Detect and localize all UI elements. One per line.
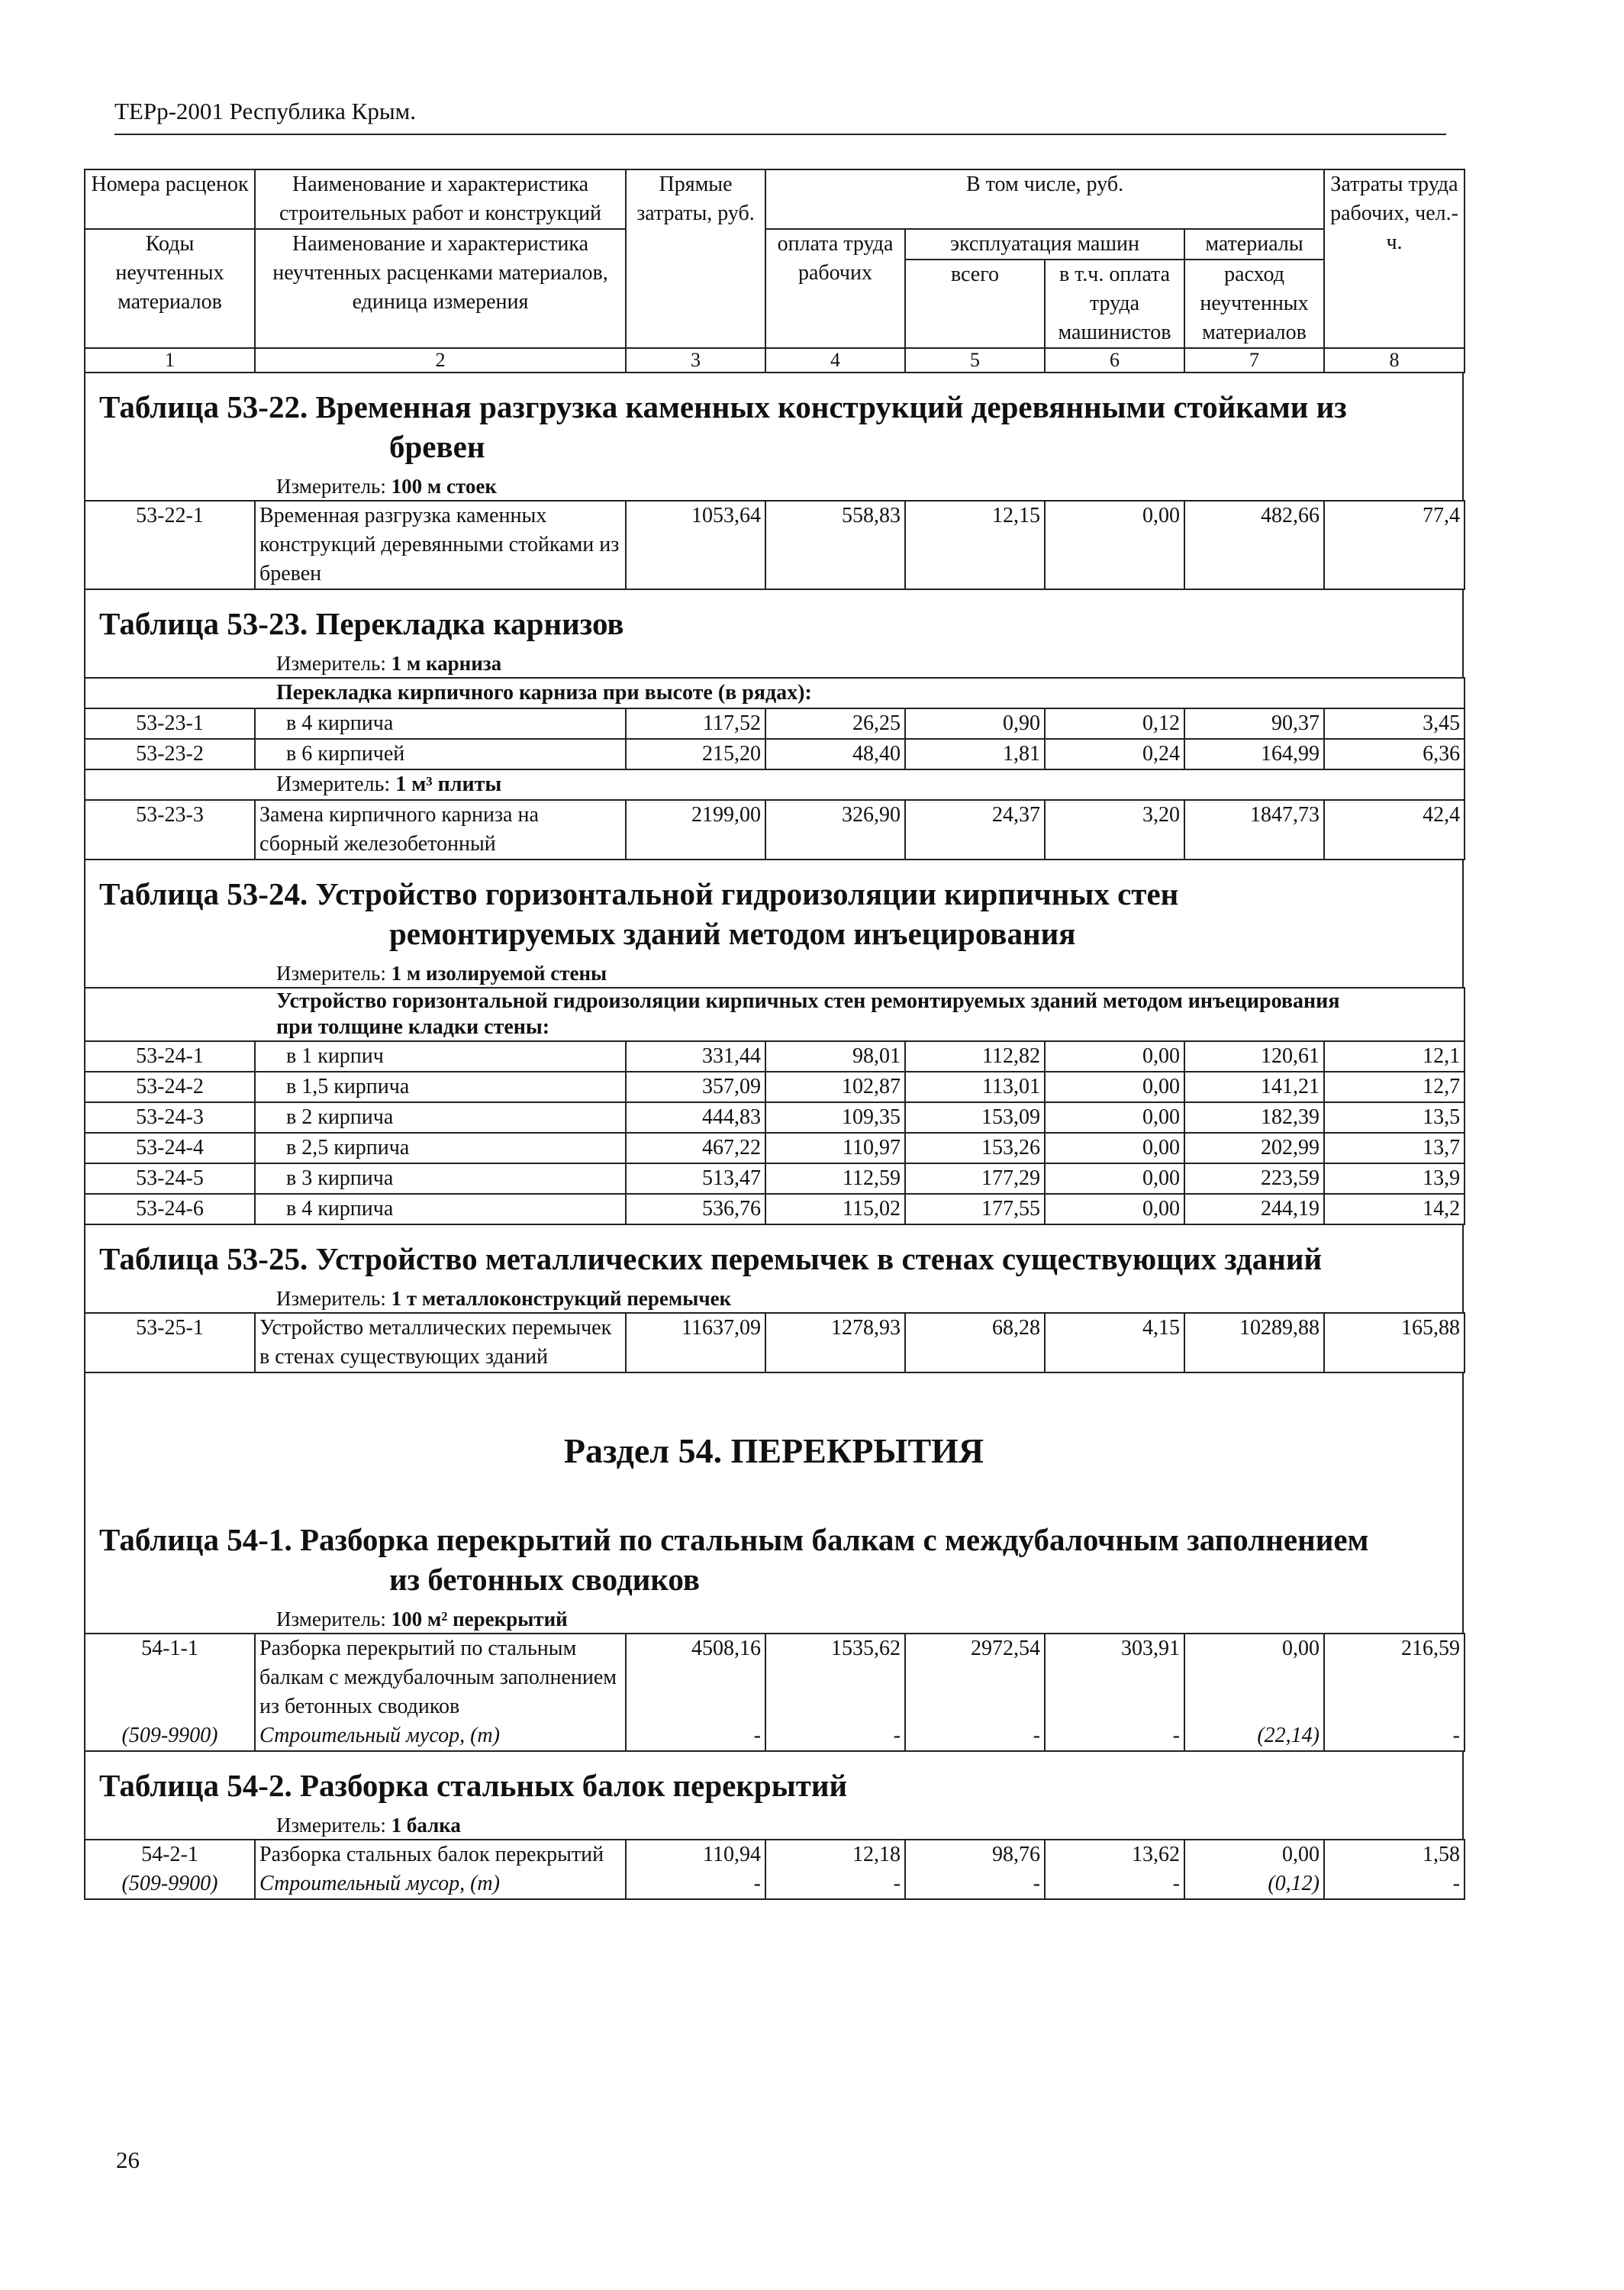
document-body xyxy=(84,169,1464,1900)
col-number: 2 xyxy=(255,348,626,373)
table-53-23-meter: Измеритель: 1 м карниза xyxy=(84,650,1464,677)
page-number: 26 xyxy=(116,2146,140,2173)
col5-header: всего xyxy=(905,260,1045,348)
col2-header-bottom: Наименование и характеристика неучтенных расценками материалов, единица измерения xyxy=(255,229,626,348)
material-row: (509-9900) Строительный мусор, (т) - - - - (22,14) - xyxy=(85,1721,1464,1751)
col1-header-bottom: Коды неучтенных материалов xyxy=(85,229,255,348)
column-header-table xyxy=(84,169,1465,373)
page-header-title: ТЕРр-2001 Республика Крым. xyxy=(114,98,417,124)
table-row: 53-22-1 Временная разгрузка каменных конструкций деревянными стойками из бревен 1053,64 558,83 12,15 0,00 482,66 77,4 xyxy=(85,501,1464,589)
materials-header: материалы xyxy=(1184,229,1324,260)
col3-header: Прямые затраты, руб. xyxy=(626,169,765,348)
table-54-2 xyxy=(84,1839,1465,1900)
table-row: 53-24-6 в 4 кирпича 536,76 115,02 177,55 0,00 244,19 14,2 xyxy=(85,1194,1464,1224)
table-row: 53-25-1 Устройство металлических перемычек в стенах существующих зданий 11637,09 1278,93 68,28 4,15 10289,88 165,88 xyxy=(85,1313,1464,1372)
table-53-22 xyxy=(84,500,1465,590)
table-53-23-meter2: Измеритель: 1 м³ плиты xyxy=(85,769,1464,800)
col-number: 5 xyxy=(905,348,1045,373)
col2-header-top: Наименование и характеристика строительных работ и конструкций xyxy=(255,169,626,229)
col4-header: оплата труда рабочих xyxy=(765,229,905,348)
table-row: 54-1-1 Разборка перекрытий по стальным балкам с междубалочным заполнением из бетонных сводиков 4508,16 1535,62 2972,54 303,91 0,00 216,59 xyxy=(85,1634,1464,1721)
col-number: 3 xyxy=(626,348,765,373)
table-54-1-meter: Измеритель: 100 м² перекрытий xyxy=(84,1605,1464,1633)
col-number: 6 xyxy=(1045,348,1184,373)
col8-header: Затраты труда рабочих, чел.-ч. xyxy=(1324,169,1464,348)
table-53-24 xyxy=(84,987,1465,1225)
col-number: 8 xyxy=(1324,348,1464,373)
machines-header: эксплуатация машин xyxy=(905,229,1184,260)
material-row: (509-9900) Строительный мусор, (т) - - - - (0,12) - xyxy=(85,1869,1464,1899)
table-53-22-title: Таблица 53-22. Временная разгрузка каменных конструкций деревянными стойками из бревен xyxy=(84,373,1464,473)
table-53-25-meter: Измеритель: 1 т металлоконструкций перемычек xyxy=(84,1285,1464,1312)
table-row: 53-24-3 в 2 кирпича 444,83 109,35 153,09 0,00 182,39 13,5 xyxy=(85,1102,1464,1133)
col1-header-top: Номера расценок xyxy=(85,169,255,229)
included-header: В том числе, руб. xyxy=(765,169,1324,229)
table-row: 53-23-2 в 6 кирпичей 215,20 48,40 1,81 0,24 164,99 6,36 xyxy=(85,739,1464,769)
table-53-23 xyxy=(84,677,1465,860)
table-row: 54-2-1 Разборка стальных балок перекрытий 110,94 12,18 98,76 13,62 0,00 1,58 xyxy=(85,1840,1464,1869)
table-54-2-meter: Измеритель: 1 балка xyxy=(84,1811,1464,1839)
table-53-24-subhead: Устройство горизонтальной гидроизоляции кирпичных стен ремонтируемых зданий методом инъецирования при толщине кладки стены: xyxy=(85,988,1464,1041)
header-rule xyxy=(114,134,1446,135)
table-53-25 xyxy=(84,1312,1465,1373)
table-53-24-title: Таблица 53-24. Устройство горизонтальной гидроизоляции кирпичных стен ремонтируемых зданий методом инъецирования xyxy=(84,860,1464,960)
section-54-title: Раздел 54. ПЕРЕКРЫТИЯ xyxy=(84,1373,1464,1520)
table-row: 53-24-4 в 2,5 кирпича 467,22 110,97 153,26 0,00 202,99 13,7 xyxy=(85,1133,1464,1163)
table-54-1 xyxy=(84,1633,1465,1752)
table-53-23-subhead: Перекладка кирпичного карниза при высоте (в рядах): xyxy=(85,678,1464,708)
table-row: 53-24-5 в 3 кирпича 513,47 112,59 177,29 0,00 223,59 13,9 xyxy=(85,1163,1464,1194)
table-54-2-title: Таблица 54-2. Разборка стальных балок перекрытий xyxy=(84,1752,1464,1811)
table-53-25-title: Таблица 53-25. Устройство металлических перемычек в стенах существующих зданий xyxy=(84,1225,1464,1285)
col-number: 4 xyxy=(765,348,905,373)
col-number: 7 xyxy=(1184,348,1324,373)
table-53-24-meter: Измеритель: 1 м изолируемой стены xyxy=(84,960,1464,987)
col6-header: в т.ч. оплата труда машинистов xyxy=(1045,260,1184,348)
table-row: 53-23-1 в 4 кирпича 117,52 26,25 0,90 0,12 90,37 3,45 xyxy=(85,708,1464,739)
col-number: 1 xyxy=(85,348,255,373)
table-53-22-meter: Измеритель: 100 м стоек xyxy=(84,473,1464,500)
table-54-1-title: Таблица 54-1. Разборка перекрытий по стальным балкам с междубалочным заполнением из бетонных сводиков xyxy=(84,1520,1464,1605)
table-row: 53-23-3 Замена кирпичного карниза на сборный железобетонный 2199,00 326,90 24,37 3,20 1847,73 42,4 xyxy=(85,800,1464,860)
table-53-23-title: Таблица 53-23. Перекладка карнизов xyxy=(84,590,1464,650)
table-row: 53-24-2 в 1,5 кирпича 357,09 102,87 113,01 0,00 141,21 12,7 xyxy=(85,1072,1464,1102)
col7-header: расход неучтенных материалов xyxy=(1184,260,1324,348)
table-row: 53-24-1 в 1 кирпич 331,44 98,01 112,82 0,00 120,61 12,1 xyxy=(85,1041,1464,1072)
